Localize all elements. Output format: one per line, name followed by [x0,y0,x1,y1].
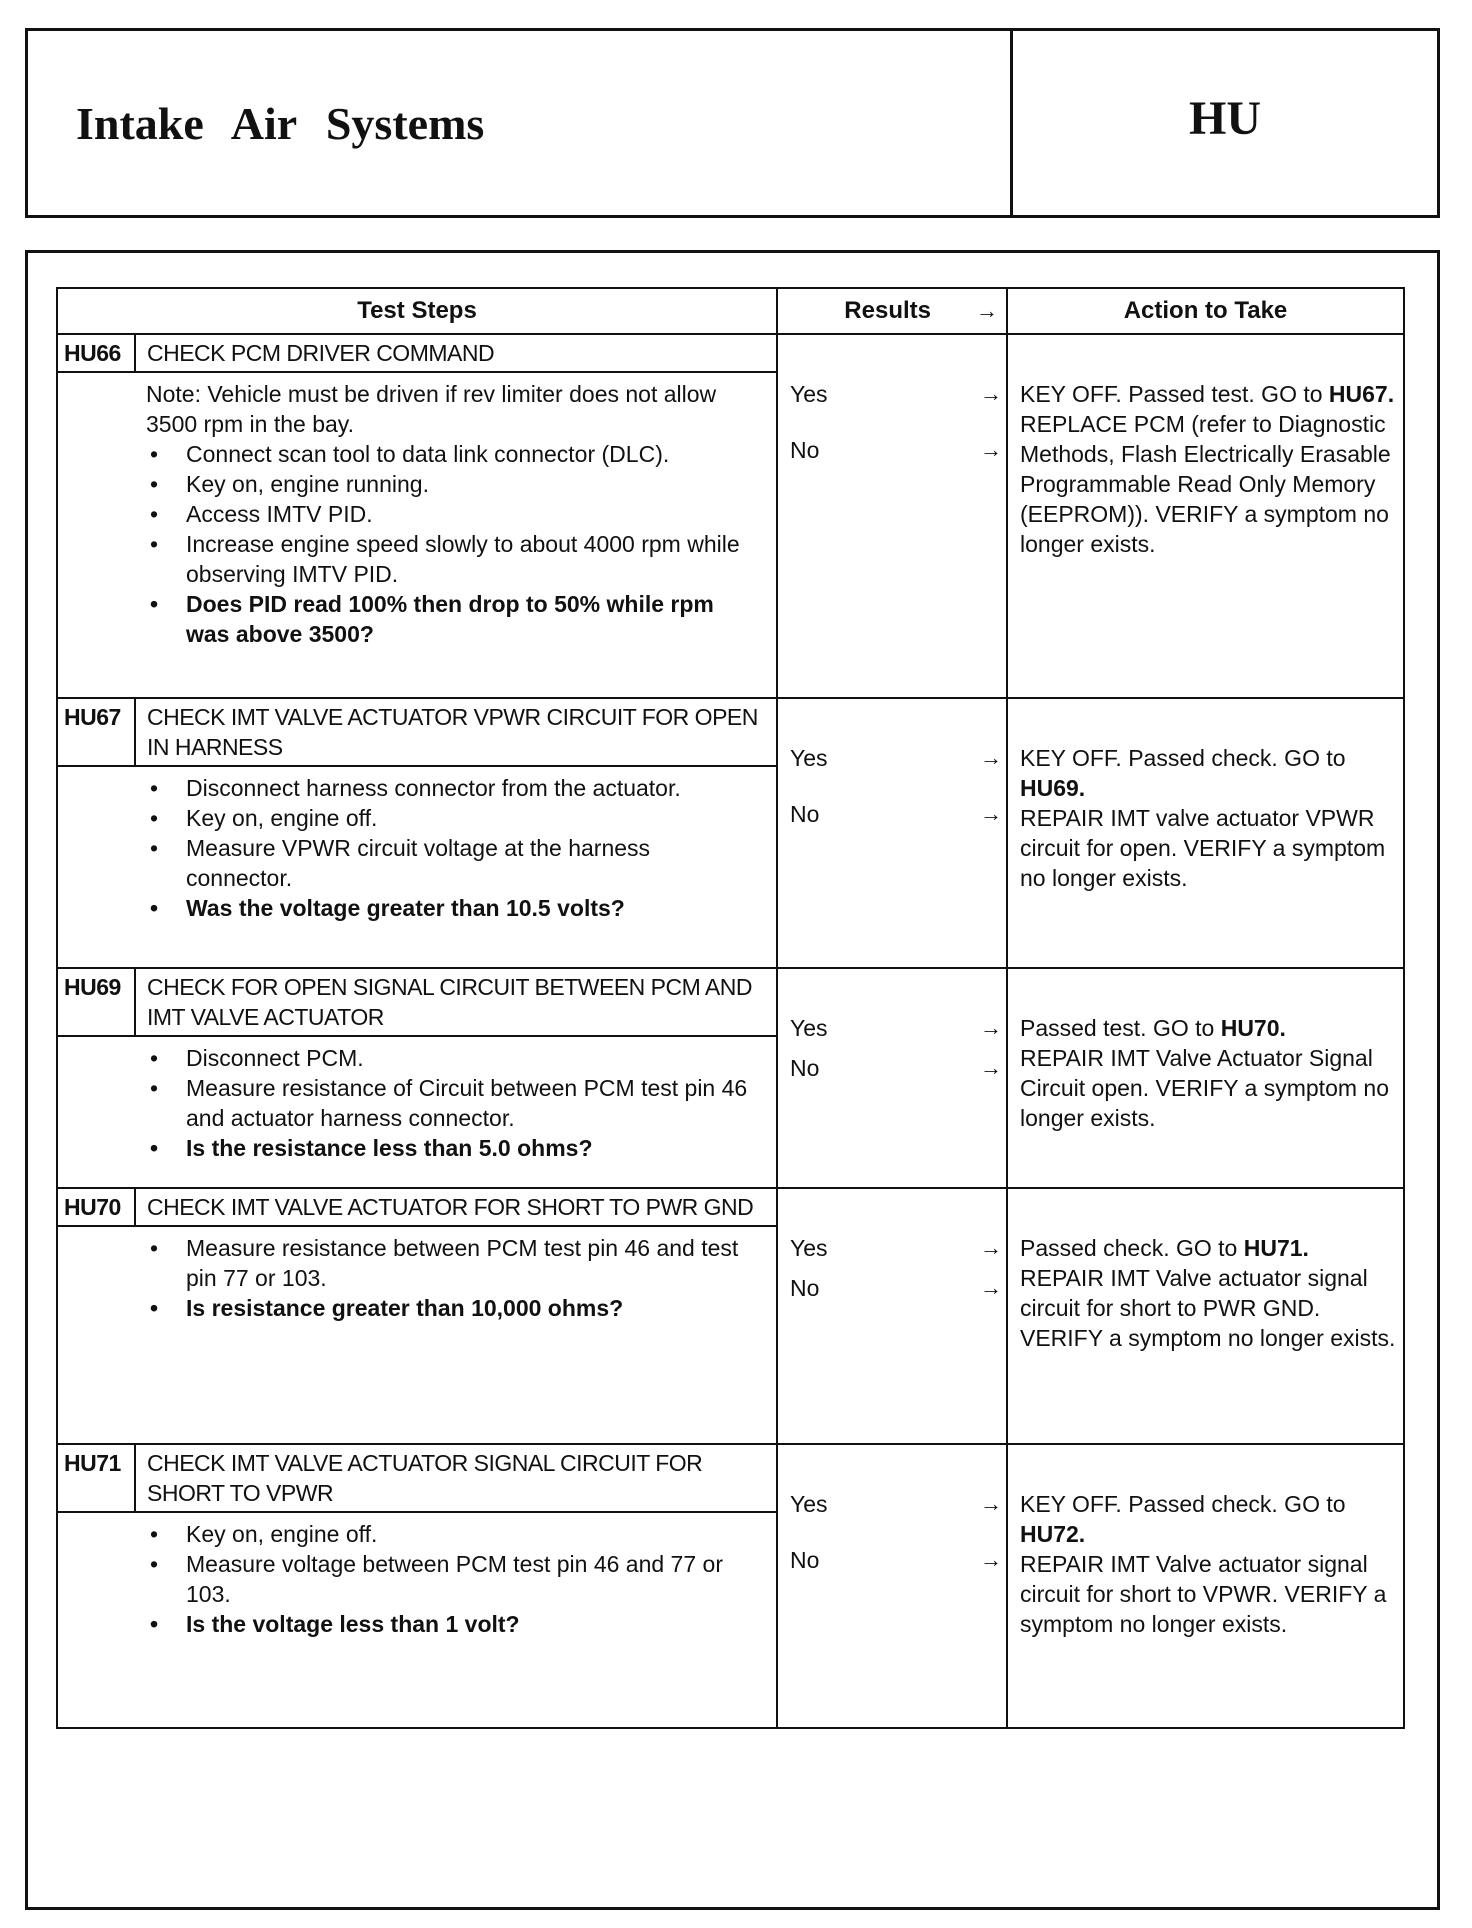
arrow-icon: → [980,1015,1002,1040]
step-title: CHECK IMT VALVE ACTUATOR VPWR CIRCUIT FOR OPEN IN HARNESS [147,704,758,760]
step-id: HU66 [58,335,136,371]
action-no [1020,1043,1399,1133]
result-no-label: No [790,1547,820,1573]
result-no [778,1273,1006,1303]
action-yes [1020,1233,1399,1263]
action-no [1020,409,1399,559]
arrow-icon: → [980,437,1002,462]
result-no-label: No [790,1055,820,1081]
action-cell [1008,969,1403,1187]
action-yes-goto: HU70. [1220,1015,1286,1041]
step-bullet: • Key on, engine off. [146,803,762,833]
step-body [58,767,776,927]
arrow-icon: → [980,1547,1002,1572]
action-yes [1020,743,1399,803]
step-header [58,699,776,767]
action-no-text: REPAIR IMT valve actuator VPWR circuit for open. VERIFY a symptom no longer exists. [1020,805,1386,891]
column-header-steps: Test Steps [58,289,778,333]
result-yes-label: Yes [790,381,828,407]
result-yes [778,1489,1006,1519]
result-yes [778,379,1006,409]
step-body [58,373,776,653]
step-question: • Was the voltage greater than 10.5 volts? [146,893,762,923]
page-header [25,28,1440,218]
action-no [1020,1263,1399,1353]
table-row [58,335,1403,699]
result-no [778,1545,1006,1575]
result-yes-label: Yes [790,1235,828,1261]
step-body [58,1513,776,1643]
step-bullets [146,1233,762,1323]
arrow-icon: → [980,1275,1002,1300]
step-header [58,335,776,373]
result-yes [778,743,1006,773]
arrow-icon: → [980,1055,1002,1080]
action-cell [1008,699,1403,967]
step-header [58,1445,776,1513]
action-yes-goto: HU69. [1020,775,1086,801]
table-header [58,289,1403,335]
step-cell [58,335,778,697]
step-bullets [146,439,762,649]
step-cell [58,969,778,1187]
step-bullet: • Measure resistance of Circuit between PCM test pin 46 and actuator harness connector. [146,1073,762,1133]
action-no [1020,1549,1399,1639]
step-bullet: • Disconnect PCM. [146,1043,762,1073]
result-no-label: No [790,801,820,827]
result-yes-label: Yes [790,1015,828,1041]
arrow-icon: → [980,1491,1002,1516]
step-question: • Is resistance greater than 10,000 ohms? [146,1293,762,1323]
table-row [58,1189,1403,1445]
step-bullet: • Disconnect harness connector from the actuator. [146,773,762,803]
step-title: CHECK IMT VALVE ACTUATOR SIGNAL CIRCUIT FOR SHORT TO VPWR [147,1450,703,1506]
step-bullet: • Access IMTV PID. [146,499,762,529]
arrow-icon: → [980,801,1002,826]
section-title: Intake Air Systems [28,31,1013,215]
result-yes-label: Yes [790,745,828,771]
action-cell [1008,1445,1403,1727]
step-bullet: • Key on, engine running. [146,469,762,499]
step-cell [58,1445,778,1727]
result-no-label: No [790,437,820,463]
step-bullet: • Measure voltage between PCM test pin 46 and 77 or 103. [146,1549,762,1609]
action-no-text: REPAIR IMT Valve Actuator Signal Circuit open. VERIFY a symptom no longer exists. [1020,1045,1389,1131]
action-no-text: REPAIR IMT Valve actuator signal circuit for short to VPWR. VERIFY a symptom no longer exists. [1020,1551,1387,1637]
step-title: CHECK FOR OPEN SIGNAL CIRCUIT BETWEEN PCM AND IMT VALVE ACTUATOR [147,974,752,1030]
step-header [58,969,776,1037]
column-header-action: Action to Take [1123,297,1288,324]
step-id: HU71 [58,1445,136,1511]
action-yes-text: Passed test. GO to [1020,1015,1215,1041]
result-cell [778,1445,1008,1727]
step-cell [58,1189,778,1443]
result-yes [778,1233,1006,1263]
action-no-text: REPLACE PCM (refer to Diagnostic Methods, Flash Electrically Erasable Programmable Read Only Memory (EEPROM)). VERIFY a symptom no longer exists. [1020,411,1391,557]
step-bullet: • Key on, engine off. [146,1519,762,1549]
step-bullet: • Connect scan tool to data link connector (DLC). [146,439,762,469]
step-body [58,1227,776,1327]
table-row [58,1445,1403,1727]
step-id: HU70 [58,1189,136,1225]
action-yes-text: KEY OFF. Passed test. GO to [1020,381,1323,407]
action-yes-goto: HU67. [1328,381,1395,407]
table-body [58,335,1403,1727]
action-yes-text: KEY OFF. Passed check. GO to [1020,1491,1346,1517]
step-bullets [146,773,762,923]
result-cell [778,1189,1008,1443]
action-no-text: REPAIR IMT Valve actuator signal circuit for short to PWR GND. VERIFY a symptom no longer exists. [1020,1265,1396,1351]
result-yes-label: Yes [790,1491,828,1517]
step-id: HU67 [58,699,136,765]
result-no [778,799,1006,829]
step-bullets [146,1519,762,1639]
result-cell [778,335,1008,697]
result-no [778,435,1006,465]
arrow-icon: → [980,745,1002,770]
action-cell [1008,335,1403,697]
test-steps-table [56,287,1405,1729]
action-no [1020,803,1399,893]
result-no [778,1053,1006,1083]
action-yes [1020,1489,1399,1549]
action-yes-text: Passed check. GO to [1020,1235,1238,1261]
step-header [58,1189,776,1227]
arrow-icon: → [976,298,998,323]
section-code: HU [1189,91,1261,145]
result-yes [778,1013,1006,1043]
step-bullet: • Increase engine speed slowly to about 4000 rpm while observing IMTV PID. [146,529,762,589]
table-row [58,969,1403,1189]
step-bullets [146,1043,762,1163]
arrow-icon: → [980,1235,1002,1260]
step-cell [58,699,778,967]
column-header-results [778,289,1008,333]
results-label: Results [844,297,931,324]
action-yes-goto: HU71. [1243,1235,1309,1261]
step-question: • Is the resistance less than 5.0 ohms? [146,1133,762,1163]
action-yes-goto: HU72. [1020,1521,1086,1547]
step-question: • Does PID read 100% then drop to 50% while rpm was above 3500? [146,589,762,649]
step-bullet: • Measure resistance between PCM test pin 46 and test pin 77 or 103. [146,1233,762,1293]
action-yes [1020,1013,1399,1043]
action-cell [1008,1189,1403,1443]
arrow-icon: → [980,381,1002,406]
table-row [58,699,1403,969]
action-yes [1020,379,1399,409]
action-yes-text: KEY OFF. Passed check. GO to [1020,745,1346,771]
step-note: Note: Vehicle must be driven if rev limiter does not allow 3500 rpm in the bay. [146,381,717,437]
step-title: CHECK PCM DRIVER COMMAND [147,340,495,366]
step-title: CHECK IMT VALVE ACTUATOR FOR SHORT TO PWR GND [147,1194,754,1220]
result-no-label: No [790,1275,820,1301]
result-cell [778,699,1008,967]
step-question: • Is the voltage less than 1 volt? [146,1609,762,1639]
step-id: HU69 [58,969,136,1035]
step-body [58,1037,776,1167]
step-bullet: • Measure VPWR circuit voltage at the harness connector. [146,833,762,893]
result-cell [778,969,1008,1187]
